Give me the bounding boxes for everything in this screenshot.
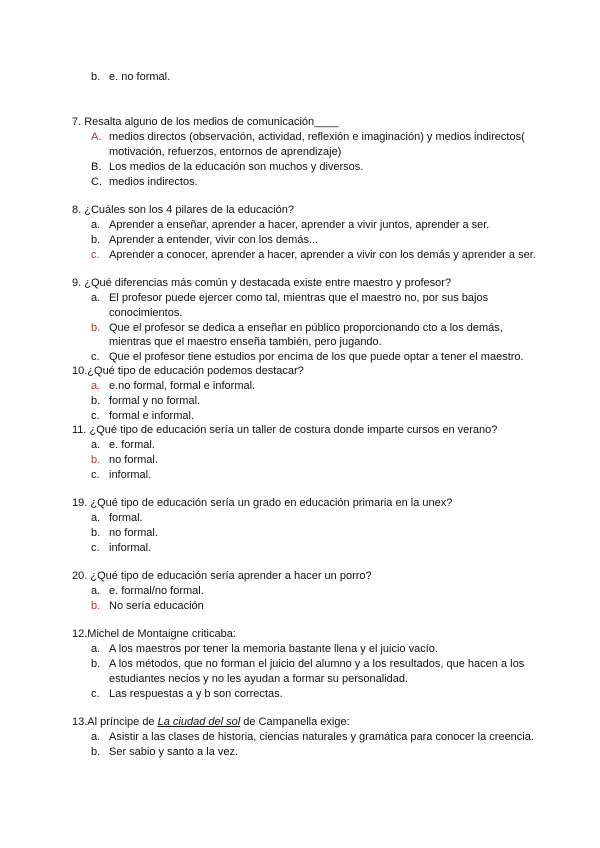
option-letter: B. <box>91 160 102 173</box>
option-text: e. formal. <box>109 438 155 451</box>
option-c <box>72 175 542 190</box>
option-letter: b. <box>91 71 101 84</box>
option-b <box>72 526 542 541</box>
option-letter: a. <box>91 730 101 743</box>
question-text: 19. ¿Qué tipo de educación sería un grado en educación primaria en la unex? <box>72 497 453 509</box>
question-text: 12.Michel de Montaigne criticaba: <box>72 628 236 640</box>
question-text: 11. ¿Qué tipo de educación sería un taller de costura donde imparte cursos en verano? <box>72 424 498 436</box>
option-letter: A. <box>91 130 102 143</box>
option-text: no formal. <box>109 453 158 466</box>
option-b <box>72 70 542 85</box>
question-suffix: de Campanella exige: <box>240 716 350 728</box>
option-letter: b. <box>91 321 101 334</box>
question-block-13 <box>72 715 542 760</box>
option-a <box>72 584 542 599</box>
option-text: e. formal/no formal. <box>109 584 204 597</box>
option-b <box>72 394 542 409</box>
question-text: 10.¿Qué tipo de educación podemos destacar? <box>72 365 304 377</box>
option-a <box>72 291 542 320</box>
option-text: No sería educación <box>109 599 204 612</box>
option-c <box>72 350 542 365</box>
option-letter: a. <box>91 642 101 655</box>
option-a <box>72 642 542 657</box>
option-letter: c. <box>91 468 100 481</box>
option-text: Aprender a conocer, aprender a hacer, aprender a vivir con los demás y aprender a ser. <box>109 248 536 261</box>
option-letter: b. <box>91 657 101 670</box>
option-text: Aprender a entender, vivir con los demás... <box>109 233 319 246</box>
option-text: A los maestros por tener la memoria bastante llena y el juicio vacío. <box>109 642 438 655</box>
option-letter: c. <box>91 687 100 700</box>
option-text: medios directos (observación, actividad, reflexión e imaginación) y medios indirectos( motivación, refuerzos, entornos de aprendizaje) <box>109 130 525 158</box>
question-block-7 <box>72 115 542 189</box>
option-text: Las respuestas a y b son correctas. <box>109 687 283 700</box>
option-b <box>72 453 542 468</box>
book-title: La ciudad del sol <box>157 716 241 728</box>
option-text: formal e informal. <box>109 409 194 422</box>
option-text: formal y no formal. <box>109 394 201 407</box>
option-b <box>72 657 542 686</box>
question-prefix: 13.Al príncipe de <box>72 716 158 728</box>
option-a <box>72 379 542 394</box>
option-text: Los medios de la educación son muchos y diversos. <box>109 160 364 173</box>
option-c <box>72 541 542 556</box>
option-text: medios indirectos. <box>109 175 198 188</box>
option-a <box>72 730 542 745</box>
option-letter: a. <box>91 584 101 597</box>
option-letter: b. <box>91 745 101 758</box>
option-b <box>72 160 542 175</box>
option-a <box>72 511 542 526</box>
option-a <box>72 218 542 233</box>
option-a <box>72 130 542 159</box>
option-c <box>72 687 542 702</box>
question-block-8 <box>72 203 542 263</box>
question-block-12 <box>72 627 542 701</box>
question-text <box>72 715 542 730</box>
option-c <box>72 409 542 424</box>
question-block-9 <box>72 276 542 365</box>
option-letter: c. <box>91 248 100 261</box>
option-text: informal. <box>109 541 152 554</box>
option-letter: a. <box>91 291 101 304</box>
option-text: Aprender a enseñar, aprender a hacer, aprender a vivir juntos, aprender a ser. <box>109 218 490 231</box>
option-text: A los métodos, que no forman el juicio del alumno y a los resultados, que hacen a los estudiantes necios y no les ayudan a formar su personalidad. <box>109 657 525 685</box>
option-text: e. no formal. <box>109 71 171 84</box>
option-letter: a. <box>91 218 101 231</box>
question-block-20 <box>72 569 542 614</box>
option-text: Que el profesor se dedica a enseñar en público proporcionando cto a los demás, mientras que el maestro enseña también, pero jugando. <box>109 321 503 349</box>
option-text: El profesor puede ejercer como tal, mientras que el maestro no, por sus bajos conocimientos. <box>109 291 489 319</box>
option-letter: c. <box>91 541 100 554</box>
option-letter: a. <box>91 511 101 524</box>
option-letter: b. <box>91 453 101 466</box>
option-b <box>72 233 542 248</box>
question-block-11 <box>72 423 542 483</box>
option-letter: a. <box>91 379 101 392</box>
option-text: Ser sabio y santo a la vez. <box>109 745 239 758</box>
question-text: 20. ¿Qué tipo de educación sería aprender a hacer un porro? <box>72 570 372 582</box>
option-letter: b. <box>91 599 101 612</box>
option-text: formal. <box>109 511 143 524</box>
option-letter: c. <box>91 351 100 364</box>
question-block-prev <box>72 70 542 85</box>
option-text: informal. <box>109 468 152 481</box>
option-letter: b. <box>91 394 101 407</box>
question-text: 9. ¿Qué diferencias más común y destacada existe entre maestro y profesor? <box>72 277 452 289</box>
option-text: Que el profesor tiene estudios por encima de los que puede optar a tener el maestro. <box>109 351 524 364</box>
question-text: 8. ¿Cuáles son los 4 pilares de la educación? <box>72 204 294 216</box>
option-text: e.no formal, formal e informal. <box>109 379 256 392</box>
option-letter: c. <box>91 409 100 422</box>
option-text: Asistir a las clases de historia, ciencias naturales y gramática para conocer la creencia. <box>109 730 534 743</box>
option-text: no formal. <box>109 526 158 539</box>
option-c <box>72 468 542 483</box>
question-block-19 <box>72 496 542 556</box>
option-b <box>72 745 542 760</box>
option-letter: b. <box>91 526 101 539</box>
option-letter: b. <box>91 233 101 246</box>
option-letter: C. <box>91 175 102 188</box>
question-block-10 <box>72 364 542 424</box>
option-letter: a. <box>91 438 101 451</box>
option-b <box>72 321 542 350</box>
option-b <box>72 599 542 614</box>
question-text: 7. Resalta alguno de los medios de comunicación____ <box>72 116 339 128</box>
option-a <box>72 438 542 453</box>
option-c <box>72 248 542 263</box>
